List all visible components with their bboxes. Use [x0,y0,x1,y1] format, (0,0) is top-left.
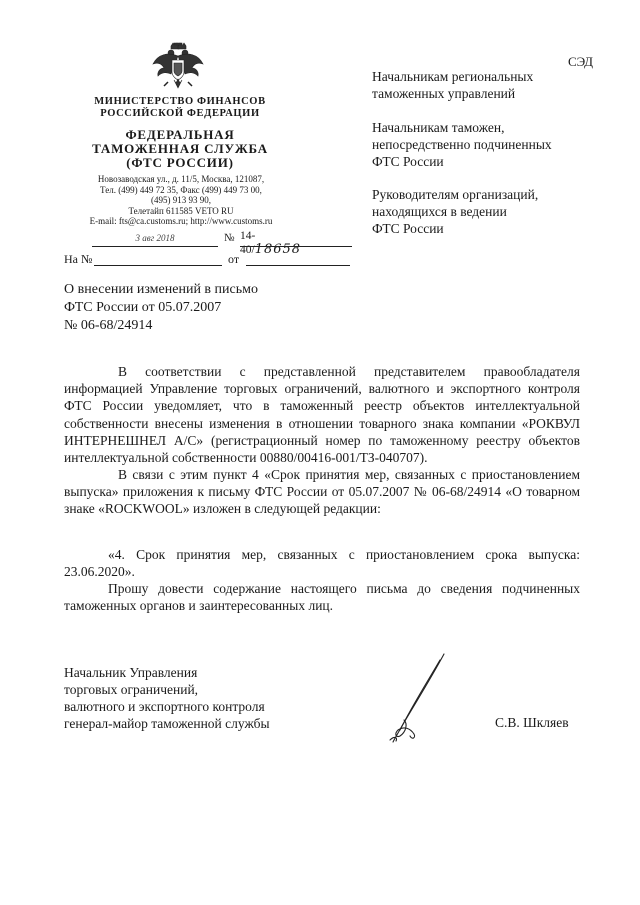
body-paragraph-quote: «4. Срок принятия мер, связанных с приостановлением срока выпуска: 23.06.2020». [64,547,580,580]
subject-line: № 06-68/24914 [64,318,153,333]
number-prefix: 14-40/ [240,230,256,256]
subject-line: О внесении изменений в письмо [64,282,258,297]
addressee-line: таможенных управлений [372,86,516,101]
from-label: от [228,252,240,266]
agency-line: ТАМОЖЕННАЯ СЛУЖБА [92,141,268,156]
addressee-regional [372,68,533,102]
body-paragraph: В соответствии с представленной представителем правообладателя информацией Управление торговых ограничений, валютного и экспортного контроля ФТС России уведомляет, что в таможенный реестр объектов интеллектуальной собственности внесены изменения в отношении товарного знака компании «РОКВУЛ ИНТЕРНЕШНЕЛ А/С» (регистрационный номер по таможенному реестру объектов интеллектуальной собственности 00880/00416-001/ТЗ-040707). [64,364,580,466]
signer-title [64,664,270,732]
ministry-name [70,96,290,120]
signer-name: С.В. Шкляев [495,715,569,730]
number-underline [240,246,352,247]
agency-line: (ФТС РОССИИ) [126,155,234,170]
addressee-line: непосредственно подчиненных [372,137,552,152]
number-label: № [224,232,235,244]
addressee-line: Руководителям организаций, [372,187,539,202]
signer-title-line: Начальник Управления [64,665,198,680]
reference-row [64,252,294,268]
addressee-line: находящихся в ведении [372,204,507,219]
agency-contacts [66,174,296,227]
phone-line: Тел. (499) 449 72 35, Факс (499) 449 73 00, [100,184,262,195]
address-line: Новозаводская ул., д. 11/5, Москва, 121087, [97,174,265,184]
body-paragraph: В связи с этим пункт 4 «Срок принятия мер, связанных с приостановлением выпуска» приложения к письму ФТС России от 05.07.2007 № 06-68/24914 «О товарном знаке «ROCKWOOL» изложен в следующей редакции: [64,467,580,517]
agency-line: ФЕДЕРАЛЬНАЯ [125,127,235,142]
agency-name [70,128,290,170]
sed-stamp: СЭД [568,54,594,69]
addressee-line: ФТС России [372,154,444,169]
registration-date: 3 авг 2018 [92,233,218,247]
phone-line: (495) 913 93 90, [151,195,211,205]
addressee-organizations [372,186,538,237]
teletype-line: Телетайп 611585 VETO RU [128,205,234,216]
number-handwritten: 18658 [254,242,302,257]
signer-title-line: торговых ограничений, [64,682,199,697]
signer-title-line: генерал-майор таможенной службы [64,716,270,731]
subject-line: ФТС России от 05.07.2007 [64,300,222,315]
letter-subject [64,281,304,335]
signer-title-line: валютного и экспортного контроля [64,699,265,714]
body-paragraph: Прошу довести содержание настоящего письма до сведения подчиненных таможенных органов и заинтересованных лиц. [64,581,580,614]
addressee-line: Начальникам региональных [372,69,534,84]
email-line: E-mail: fts@ca.customs.ru; http://www.customs.ru [89,216,273,226]
addressee-line: Начальникам таможен, [372,120,505,135]
from-underline [246,265,350,266]
ministry-line: МИНИСТЕРСТВО ФИНАНСОВ [94,96,266,107]
coat-of-arms-icon [150,42,206,94]
addressee-customs [372,119,552,170]
registration-row [64,230,302,257]
reference-underline [94,265,222,266]
addressee-line: ФТС России [372,221,444,236]
reference-label: На № [64,252,93,266]
ministry-line: РОССИЙСКОЙ ФЕДЕРАЦИИ [100,108,260,119]
handwritten-signature [360,640,470,750]
